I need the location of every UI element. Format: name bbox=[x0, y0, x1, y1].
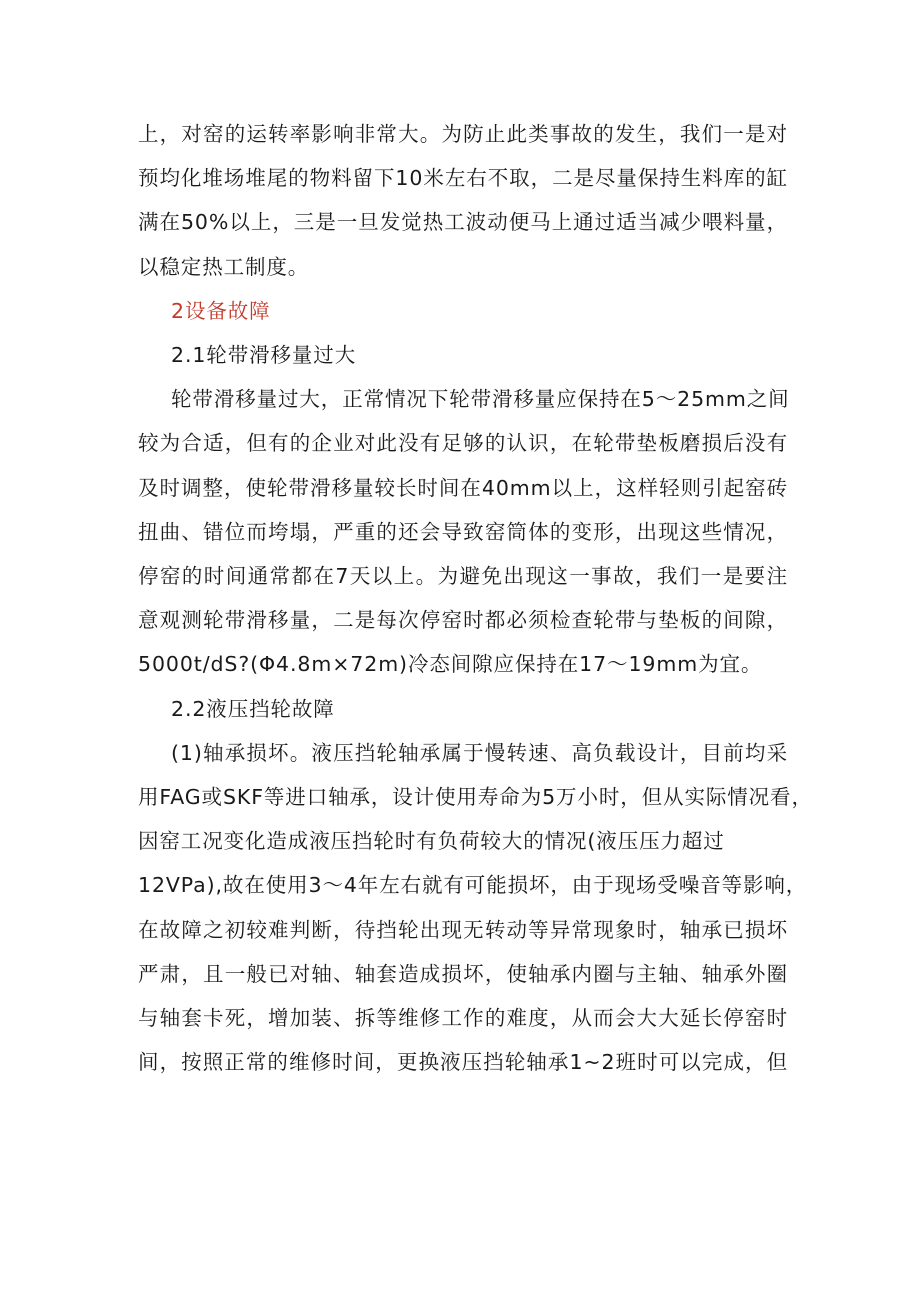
text-line: 停窑的时间通常都在7天以上。为避免出现这一事故，我们一是要注 bbox=[138, 564, 788, 589]
text-line: 与轴套卡死，增加装、拆等维修工作的难度，从而会大大延长停窑时 bbox=[138, 1006, 788, 1031]
text-line: 用FAG或SKF等进口轴承，设计使用寿命为5万小时，但从实际情况看， bbox=[138, 785, 813, 810]
subsection-heading-tire-creep bbox=[138, 333, 788, 377]
text-line: 意观测轮带滑移量，二是每次停窑时都必须检查轮带与垫板的间隙， bbox=[138, 608, 788, 633]
heading-text: 2.1轮带滑移量过大 bbox=[171, 343, 357, 368]
text-line: (1)轴承损坏。液压挡轮轴承属于慢转速、高负载设计，目前均采 bbox=[171, 740, 788, 765]
text-line: 上，对窑的运转率影响非常大。为防止此类事故的发生，我们一是对 bbox=[138, 122, 788, 146]
text-line: 在故障之初较难判断，待挡轮出现无转动等异常现象时，轴承已损坏 bbox=[138, 917, 788, 942]
text-line: 因窑工况变化造成液压挡轮时有负荷较大的情况(液压压力超过 bbox=[138, 829, 725, 854]
text-line: 严肃，且一般已对轴、轴套造成损坏，使轴承内圈与主轴、轴承外圈 bbox=[138, 961, 788, 986]
text-line: 及时调整，使轮带滑移量较长时间在40mm以上，这样轻则引起窑砖 bbox=[138, 475, 788, 500]
section-heading-equipment-failure bbox=[138, 289, 788, 333]
heading-text: 2设备故障 bbox=[171, 298, 271, 323]
text-line: 预均化堆场堆尾的物料留下10米左右不取，二是尽量保持生料库的缸 bbox=[138, 166, 788, 191]
text-line: 轮带滑移量过大，正常情况下轮带滑移量应保持在5〜25mm之间 bbox=[171, 387, 790, 412]
document-body bbox=[138, 112, 813, 1084]
subsection-heading-hydraulic-thrust-roller bbox=[138, 687, 788, 731]
text-line: 以稳定热工制度。 bbox=[138, 254, 310, 279]
paragraph-bearing-damage bbox=[138, 731, 813, 1085]
heading-text: 2.2液压挡轮故障 bbox=[171, 696, 335, 721]
text-line: 5000t∕dS?(Φ4.8m×72m)冷态间隙应保持在17〜19mm为宜。 bbox=[138, 652, 763, 677]
text-line: 满在50%以上，三是一旦发觉热工波动便马上通过适当减少喂料量， bbox=[138, 210, 788, 235]
paragraph-tire-creep bbox=[138, 377, 788, 686]
text-line: 间，按照正常的维修时间，更换液压挡轮轴承1~2班时可以完成，但 bbox=[138, 1050, 788, 1075]
text-line: 扭曲、错位而垮塌，严重的还会导致窑筒体的变形，出现这些情况， bbox=[138, 519, 788, 544]
text-line: 12VPa),故在使用3〜4年左右就有可能损坏，由于现场受噪音等影响， bbox=[138, 873, 808, 898]
paragraph-kiln-accident-prevention bbox=[138, 112, 788, 289]
text-line: 较为合适，但有的企业对此没有足够的认识，在轮带垫板磨损后没有 bbox=[138, 431, 788, 456]
